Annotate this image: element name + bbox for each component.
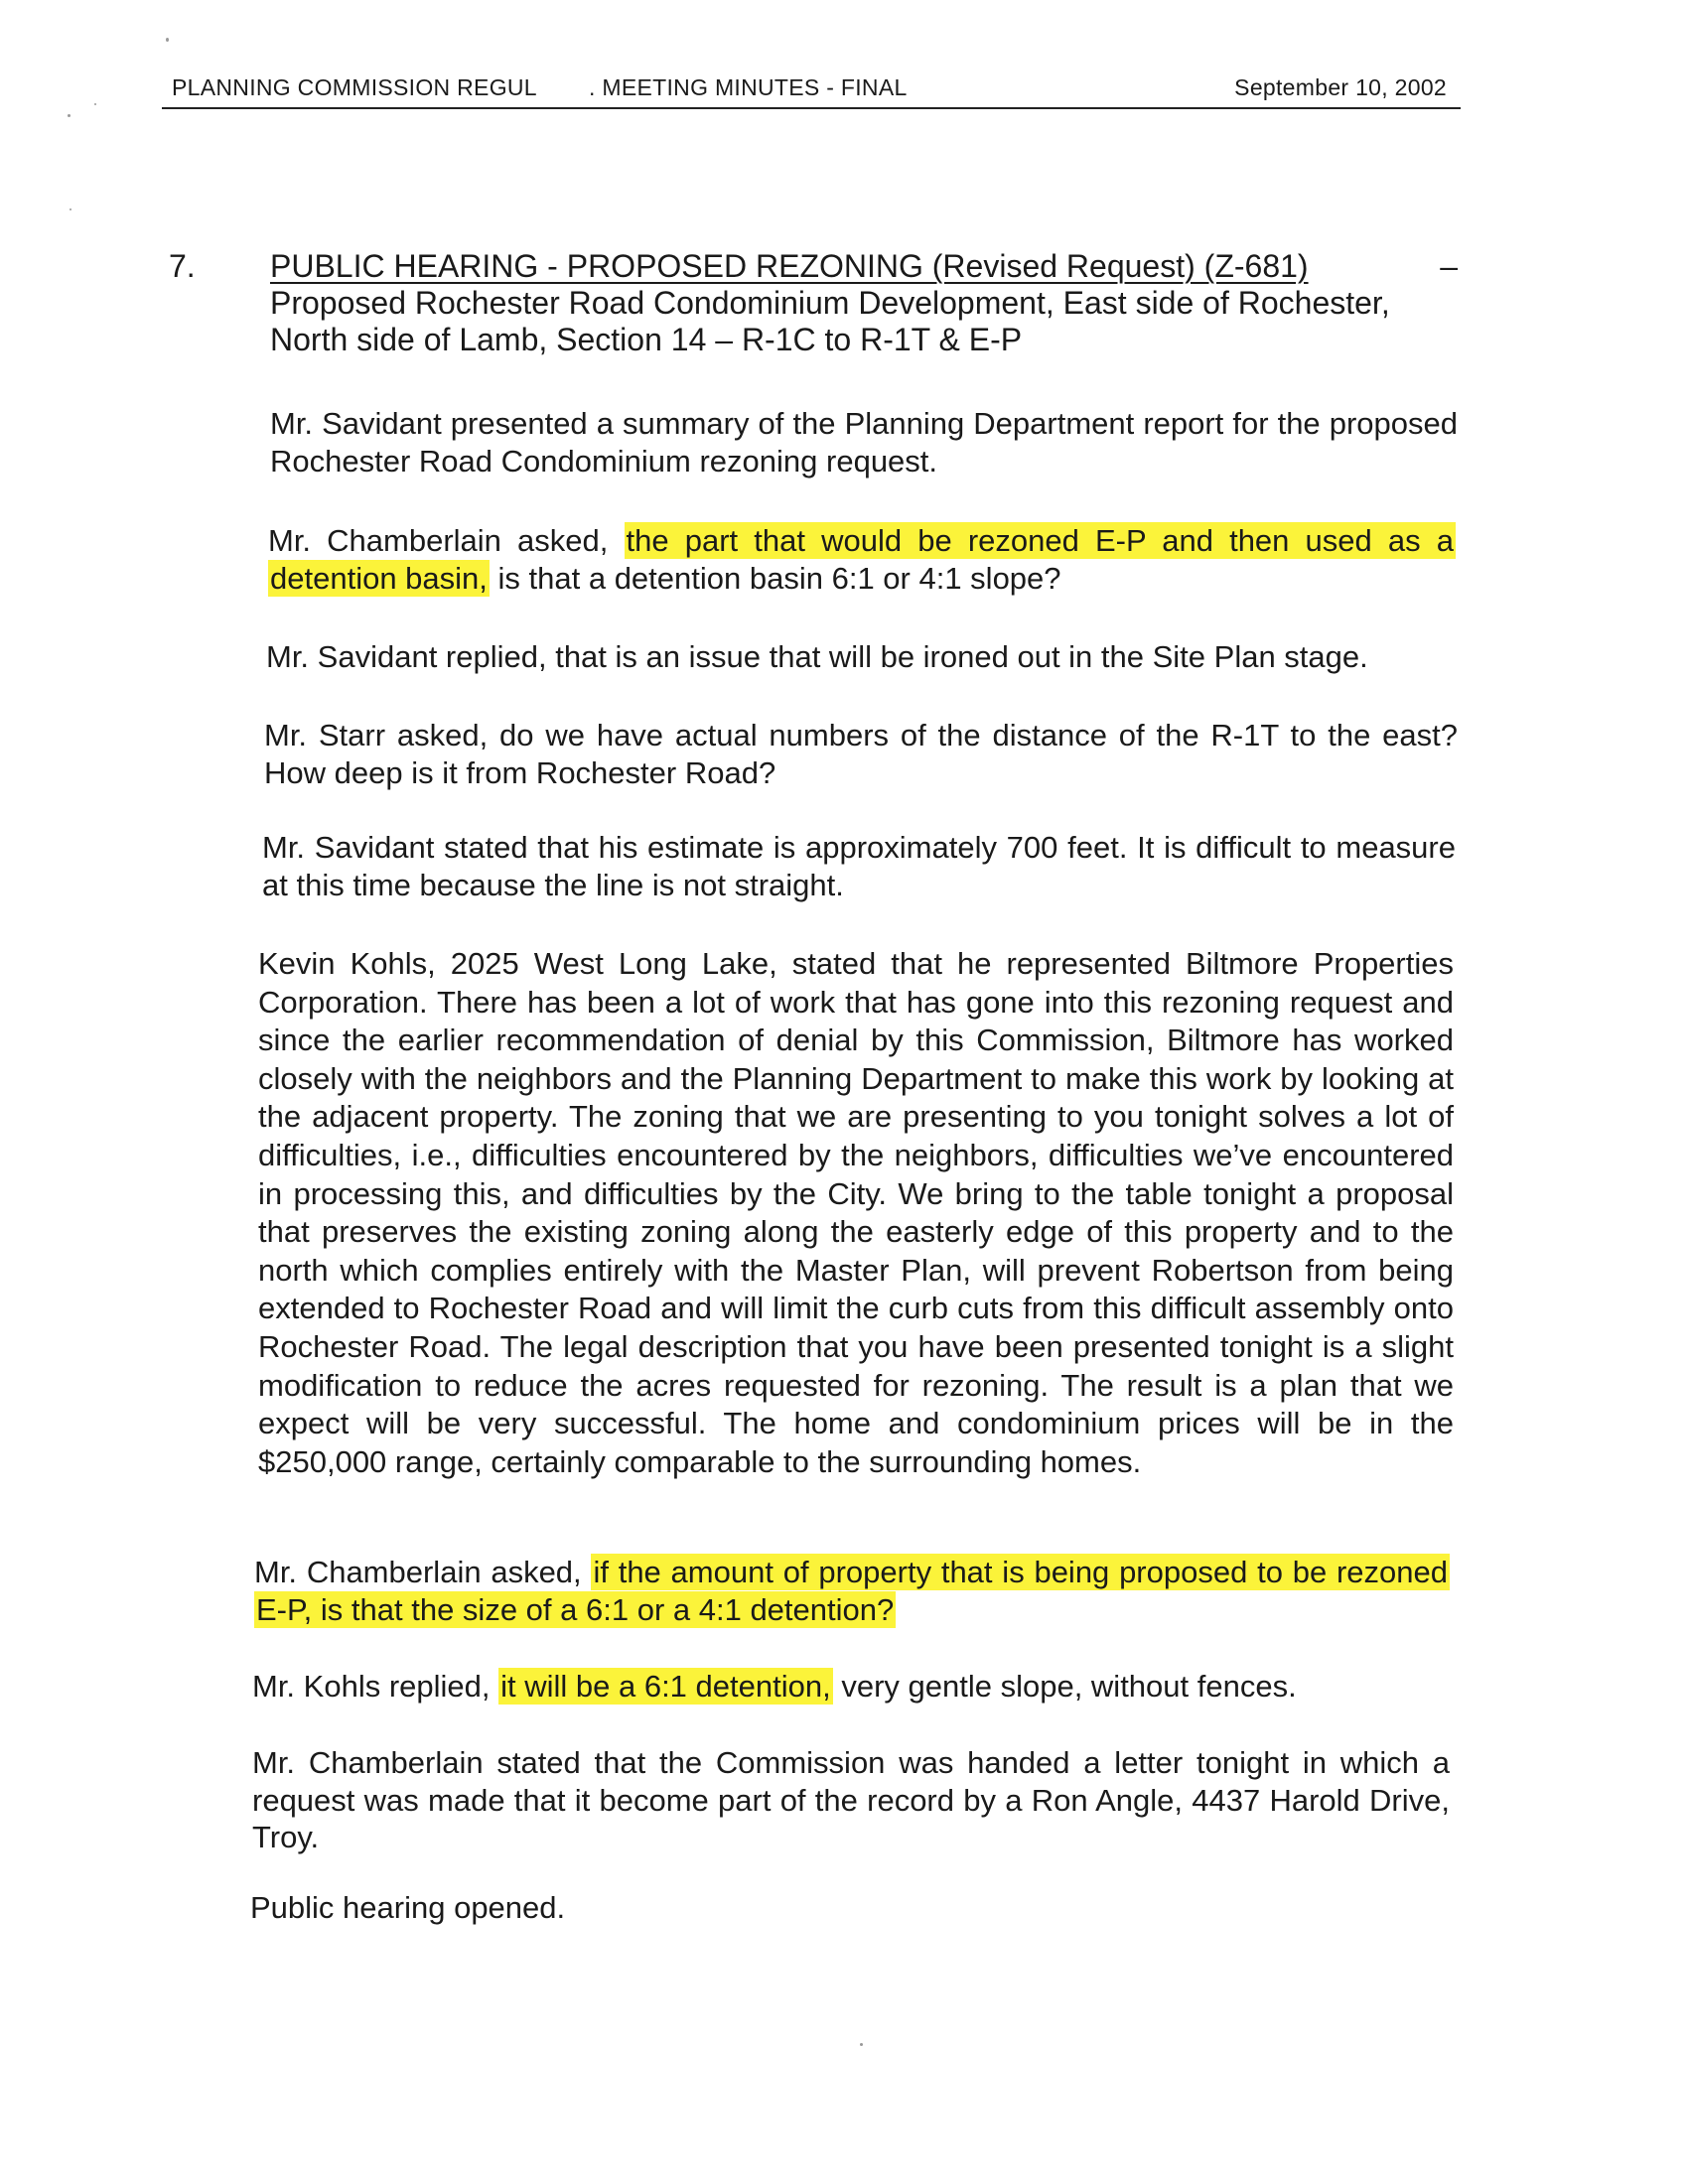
paragraph-savidant-estimate: Mr. Savidant stated that his estimate is approximately 700 feet. It is difficult to measure at this time because the line is not straight. [262,830,1456,902]
p2-before: Mr. Chamberlain asked, [268,523,625,558]
item-location-line2: North side of Lamb, Section 14 – R-1C to R-1T & E-P [270,322,1023,357]
paragraph-starr-question: Mr. Starr asked, do we have actual numbers of the distance of the R-1T to the east? How deep is it from Rochester Road? [264,718,1458,790]
item-location-line1 [270,285,1458,322]
paragraph-savidant-summary: Mr. Savidant presented a summary of the Planning Department report for the proposed Rochester Road Condominium rezoning request. [270,406,1458,478]
p7-before: Mr. Chamberlain asked, [254,1555,592,1589]
paragraph-savidant-reply: Mr. Savidant replied, that is an issue that will be ironed out in the Site Plan stage. [266,639,1368,674]
header-date: September 10, 2002 [1234,74,1447,100]
highlighted-text: it will be a 6:1 detention, [500,1669,831,1704]
p8-before: Mr. Kohls replied, [252,1669,499,1704]
highlighted-text: if the amount of property that is being proposed to be rezoned E-P, is that the size of a 6:1 or a 4:1 detention? [256,1555,1448,1627]
paragraph-public-hearing-opened: Public hearing opened. [250,1890,566,1925]
paragraph-kohls-reply [252,1668,1450,1706]
item-title-dash: – [1440,248,1458,284]
document-header [162,68,1461,109]
paragraph-chamberlain-question-2 [254,1554,1450,1628]
scan-speck [70,208,71,210]
scan-speck [68,114,70,117]
highlighted-text: the part that would be rezoned E-P and then used as a detention basin, [270,523,1454,596]
p8-after: very gentle slope, without fences. [832,1669,1297,1704]
paragraph-kohls-statement: Kevin Kohls, 2025 West Long Lake, stated that he represented Biltmore Properties Corporation. There has been a lot of work that has gone into this rezoning request and since the earlier recommendation of denial by this Commission, Biltmore has worked closely with the neighbors and the Planning Department to make this work by looking at the adjacent property. The zoning that we are presenting to you tonight solves a lot of difficulties, i.e., difficulties encountered by the neighbors, difficulties we’ve encountered in processing this, and difficulties by the City. We bring to the table tonight a proposal that preserves the existing zoning along the easterly edge of this property and to the north which complies entirely with the Master Plan, will prevent Robertson from being extended to Rochester Road and will limit the curb cuts from this difficult assembly onto Rochester Road. The legal description that you have been presented tonight is a slight modification to reduce the acres requested for rezoning. The result is a plan that we expect will be very successful. The home and condominium prices will be in the $250,000 range, certainly comparable to the surrounding homes. [258,946,1454,1479]
scan-speck [166,38,169,42]
paragraph-chamberlain-letter: Mr. Chamberlain stated that the Commission was handed a letter tonight in which a request was made that it become part of the record by a Ron Angle, 4437 Harold Drive, Troy. [252,1745,1450,1854]
item-title: PUBLIC HEARING - PROPOSED REZONING (Revised Request) (Z-681) [270,248,1309,284]
scan-speck [860,2043,863,2046]
item-location-text-1: Proposed Rochester Road Condominium Development, East side of Rochester, [270,285,1390,321]
item-heading [270,248,1458,358]
item-title-line [270,248,1458,285]
item-number: 7. [169,248,196,284]
header-subtitle: . MEETING MINUTES - FINAL [589,74,908,100]
header-title: PLANNING COMMISSION REGUL [172,74,537,100]
paragraph-chamberlain-question-1 [268,522,1456,597]
scan-speck [94,103,96,105]
p2-after: is that a detention basin 6:1 or 4:1 slope? [489,560,1061,596]
